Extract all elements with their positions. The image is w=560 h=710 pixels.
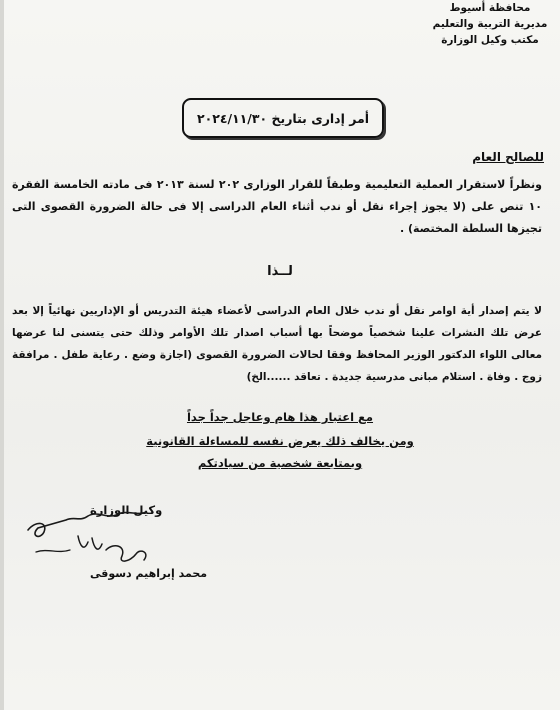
urgent-note: مع اعتبار هذا هام وعاجل جداً جداً — [186, 410, 374, 424]
paragraph-order: لا يتم إصدار أية اوامر نقل أو ندب خلال العام الدراسى لأعضاء هيئة التدريس أو الإداريين نهائياً إلا بعد عرض تلك النشرات علينا شخصياً موضحاً بها أسباب اصدار تلك الأوامر وذلك حتى يتسنى لنا عرضها معالى اللواء الدكتور الوزير المحافظ وفقا لحالات الضرورة القصوى (اجازة وضع . رعاية طفل . مرافقة زوج . وفاة . استلام مبانى مدرسية جديدة . تعاقد ......الخ) — [12, 305, 542, 383]
scan-edge — [0, 0, 4, 710]
letterhead — [430, 0, 550, 48]
therefore-heading: لــذا — [267, 264, 293, 279]
legal-warning-note: ومن يخالف ذلك يعرض نفسه للمساءلة القانونية — [146, 434, 414, 448]
letterhead-office: مكتب وكيل الوزارة — [441, 34, 539, 46]
handwritten-signature — [18, 502, 168, 570]
greeting-heading: للصالح العام — [472, 150, 544, 164]
signatory-position: وكيل الوزارة — [90, 503, 163, 517]
letterhead-governorate: محافظة أسيوط — [449, 2, 531, 14]
document-title: أمر إدارى بتاريخ ٢٠٢٤/١١/٣٠ — [182, 98, 384, 138]
signatory-name: محمد إبراهيم دسوقى — [90, 567, 208, 580]
paragraph-preamble: ونظراً لاستقرار العملية التعليمية وطبقاً للقرار الوزارى ٢٠٢ لسنة ٢٠١٣ فى مادته الخامسة الفقرة ١٠ تنص على (لا يجوز إجراء نقل أو ندب أثناء العام الدراسى إلا فى حالة الضرورة القصوى التى تجيزها السلطة المختصة) . — [12, 178, 542, 235]
follow-up-note: وبمتابعة شخصية من سيادتكم — [197, 456, 363, 470]
letterhead-directorate: مديرية التربية والتعليم — [432, 18, 548, 30]
